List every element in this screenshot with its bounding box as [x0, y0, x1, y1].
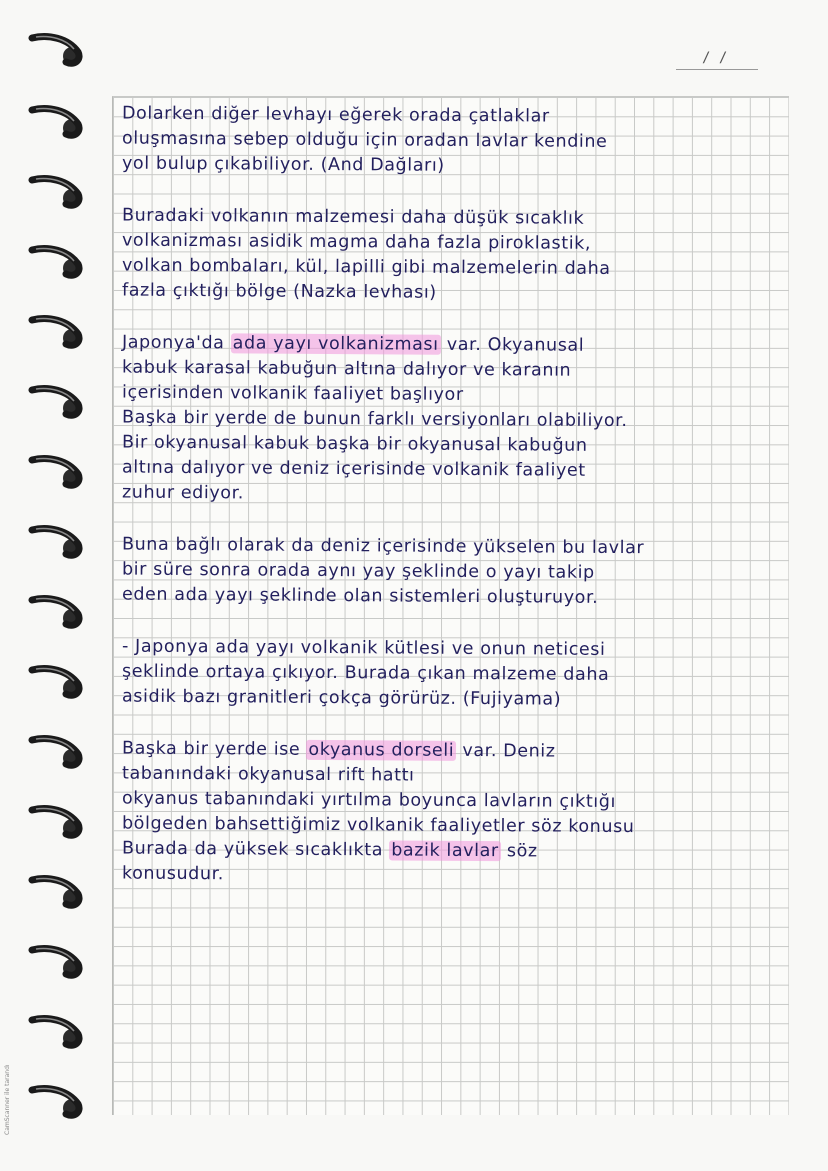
- paragraph: [122, 333, 822, 508]
- line-text: Buradaki volkanın malzemesi daha düşük sıcaklık: [121, 205, 585, 229]
- text-line: [122, 685, 822, 715]
- text-line: [122, 583, 822, 613]
- line-text: söz: [500, 841, 538, 862]
- date-field: [676, 50, 758, 70]
- line-text: kabuk karasal kabuğun altına dalıyor ve karanın: [121, 357, 572, 381]
- line-text: Japonya'da: [121, 332, 231, 354]
- spiral-binding: [28, 20, 88, 1160]
- paragraph: [122, 637, 822, 712]
- line-text: altına dalıyor ve deniz içerisinde volkanik faaliyet: [121, 457, 586, 481]
- line-text: içerisinden volkanik faaliyet başlıyor: [121, 382, 464, 405]
- paragraph: [122, 535, 822, 610]
- highlighted-text: okyanus dorseli: [308, 739, 455, 761]
- line-text: yol bulup çıkabiliyor. (And Dağları): [121, 153, 445, 176]
- text-line: [122, 279, 822, 309]
- spiral-ring: [28, 452, 84, 492]
- spiral-ring: [28, 942, 84, 982]
- line-text: Başka bir yerde de bunun farklı versiyonları olabiliyor.: [121, 407, 628, 432]
- spiral-ring: [28, 172, 84, 212]
- date-text: / /: [702, 50, 728, 66]
- spiral-ring: [28, 802, 84, 842]
- text-line: [122, 481, 822, 511]
- highlighted-text: ada yayı volkanizması: [232, 333, 439, 355]
- spiral-ring: [28, 662, 84, 702]
- line-text: tabanındaki okyanusal rift hattı: [121, 763, 415, 786]
- spiral-ring: [28, 872, 84, 912]
- spiral-ring: [28, 1082, 84, 1122]
- line-text: zuhur ediyor.: [121, 482, 245, 504]
- paragraph: [122, 739, 822, 889]
- line-text: Bir okyanusal kabuk başka bir okyanusal kabuğun: [121, 432, 588, 456]
- line-text: Başka bir yerde ise: [121, 738, 307, 760]
- line-text: Dolarken diğer levhayı eğerek orada çatlaklar: [121, 103, 550, 127]
- paragraph: [122, 206, 822, 306]
- spiral-ring: [28, 30, 84, 70]
- spiral-ring: [28, 592, 84, 632]
- line-text: var. Okyanusal: [440, 334, 585, 356]
- text-line: [122, 152, 822, 182]
- line-text: eden ada yayı şeklinde olan sistemleri oluşturuyor.: [121, 584, 599, 608]
- text-line: [122, 862, 822, 892]
- spiral-ring: [28, 242, 84, 282]
- highlighted-text: bazik lavlar: [391, 840, 499, 862]
- line-text: bölgeden bahsettiğimiz volkanik faaliyetler söz konusu: [121, 813, 635, 838]
- date-underline: [676, 69, 758, 70]
- line-text: Buna bağlı olarak da deniz içerisinde yükselen bu lavlar: [121, 534, 645, 559]
- spiral-ring: [28, 102, 84, 142]
- line-text: asidik bazı granitleri çokça görürüz. (Fujiyama): [121, 686, 562, 710]
- line-text: bir süre sonra orada aynı yay şeklinde o yayı takip: [121, 559, 595, 583]
- spiral-ring: [28, 312, 84, 352]
- line-text: fazla çıktığı bölge (Nazka levhası): [121, 280, 437, 303]
- handwritten-notes: [122, 104, 822, 916]
- line-text: oluşmasına sebep olduğu için oradan lavlar kendine: [121, 128, 608, 152]
- spiral-ring: [28, 1012, 84, 1052]
- spiral-ring: [28, 732, 84, 772]
- spiral-ring: [28, 382, 84, 422]
- line-text: volkan bombaları, kül, lapilli gibi malzemelerin daha: [121, 255, 611, 279]
- line-text: Burada da yüksek sıcaklıkta: [121, 838, 390, 861]
- paragraph: [122, 104, 822, 179]
- line-text: - Japonya ada yayı volkanik kütlesi ve onun neticesi: [121, 636, 606, 660]
- line-text: okyanus tabanındaki yırtılma boyunca lavların çıktığı: [121, 788, 617, 813]
- line-text: var. Deniz: [456, 740, 556, 762]
- spiral-ring: [28, 522, 84, 562]
- scanner-watermark: CamScanner ile tarandı: [4, 1064, 11, 1135]
- line-text: volkanizması asidik magma daha fazla piroklastik,: [121, 230, 592, 254]
- line-text: şeklinde ortaya çıkıyor. Burada çıkan malzeme daha: [121, 661, 610, 685]
- line-text: konusudur.: [121, 863, 225, 885]
